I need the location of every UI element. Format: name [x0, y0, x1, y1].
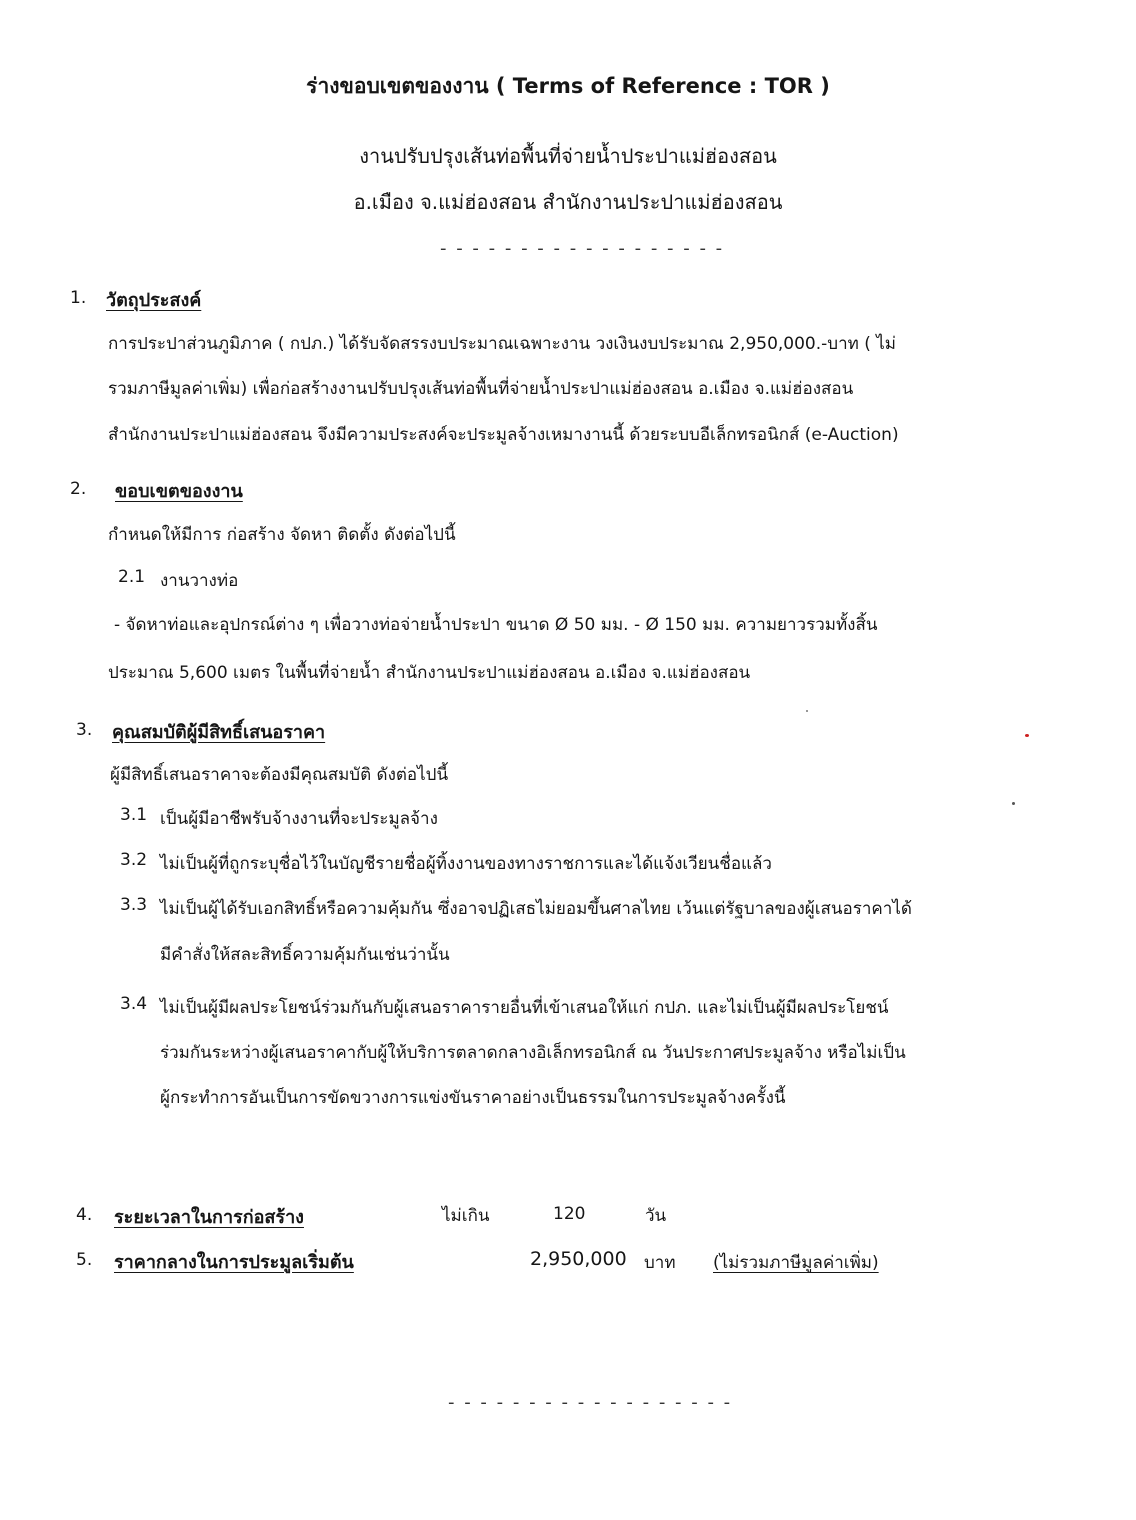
scan-speck [806, 710, 808, 712]
section-3-3-line-2: มีคำสั่งให้สละสิทธิ์ความคุ้มกันเช่นว่านั้น [160, 945, 450, 965]
section-2-1-line-1: - จัดหาท่อและอุปกรณ์ต่าง ๆ เพื่อวางท่อจ่ายน้ำประปา ขนาด Ø 50 มม. - Ø 150 มม. ความยาวรวมทั้งสิ้น [114, 615, 878, 635]
section-3-1-text: เป็นผู้มีอาชีพรับจ้างงานที่จะประมูลจ้าง [160, 809, 438, 829]
section-2-heading: ขอบเขตของงาน [115, 481, 243, 502]
section-2-1-title: งานวางท่อ [160, 571, 239, 591]
section-3-4-line-2: ร่วมกันระหว่างผู้เสนอราคากับผู้ให้บริการตลาดกลางอิเล็กทรอนิกส์ ณ วันประกาศประมูลจ้าง หรือไม่เป็น [160, 1043, 906, 1063]
section-5-heading: ราคากลางในการประมูลเริ่มต้น [114, 1252, 354, 1273]
construction-period-unit: วัน [645, 1206, 667, 1226]
section-1-line-3: สำนักงานประปาแม่ฮ่องสอน จึงมีความประสงค์จะประมูลจ้างเหมางานนี้ ด้วยระบบอีเล็กทรอนิกส์ (e-Auction) [108, 425, 899, 445]
section-3-4-line-3: ผู้กระทำการอันเป็นการขัดขวางการแข่งขันราคาอย่างเป็นธรรมในการประมูลจ้างครั้งนี้ [160, 1088, 786, 1108]
section-2-1-line-2: ประมาณ 5,600 เมตร ในพื้นที่จ่ายน้ำ สำนักงานประปาแม่ฮ่องสอน อ.เมือง จ.แม่ฮ่องสอน [108, 663, 751, 683]
header-divider: - - - - - - - - - - - - - - - - - - [440, 238, 725, 259]
section-4-heading: ระยะเวลาในการก่อสร้าง [114, 1207, 304, 1228]
section-3-number: 3. [76, 720, 93, 740]
section-2-intro: กำหนดให้มีการ ก่อสร้าง จัดหา ติดตั้ง ดังต่อไปนี้ [108, 525, 456, 545]
document-subtitle-location: อ.เมือง จ.แม่ฮ่องสอน สำนักงานประปาแม่ฮ่องสอน [353, 190, 783, 214]
section-3-1-number: 3.1 [120, 805, 148, 825]
construction-period-days: 120 [553, 1204, 586, 1224]
section-3-3-number: 3.3 [120, 895, 148, 915]
section-5-number: 5. [76, 1250, 93, 1270]
reference-price-currency: บาท [644, 1253, 676, 1273]
section-3-3-line-1: ไม่เป็นผู้ได้รับเอกสิทธิ์หรือความคุ้มกัน ซึ่งอาจปฏิเสธไม่ยอมขึ้นศาลไทย เว้นแต่รัฐบาลของผู้เสนอราคาได้ [160, 899, 912, 919]
section-1-number: 1. [70, 288, 87, 308]
document-subtitle-project: งานปรับปรุงเส้นท่อพื้นที่จ่ายน้ำประปาแม่ฮ่องสอน [359, 144, 777, 168]
section-3-4-number: 3.4 [120, 994, 148, 1014]
section-3-4-line-1: ไม่เป็นผู้มีผลประโยชน์ร่วมกันกับผู้เสนอราคารายอื่นที่เข้าเสนอให้แก่ กปภ. และไม่เป็นผู้มีผลประโยชน์ [160, 998, 889, 1018]
reference-price-note: (ไม่รวมภาษีมูลค่าเพิ่ม) [713, 1253, 879, 1273]
section-2-1-number: 2.1 [118, 567, 146, 587]
section-3-2-number: 3.2 [120, 850, 148, 870]
footer-divider: - - - - - - - - - - - - - - - - - - [448, 1392, 733, 1413]
section-1-line-2: รวมภาษีมูลค่าเพิ่ม) เพื่อก่อสร้างงานปรับปรุงเส้นท่อพื้นที่จ่ายน้ำประปาแม่ฮ่องสอน อ.เมือง จ.แม่ฮ่องสอน [108, 379, 854, 399]
section-1-line-1: การประปาส่วนภูมิภาค ( กปภ.) ได้รับจัดสรรงบประมาณเฉพาะงาน วงเงินงบประมาณ 2,950,000.-บาท ( ไม่ [108, 334, 897, 354]
section-3-heading: คุณสมบัติผู้มีสิทธิ์เสนอราคา [112, 722, 326, 743]
reference-price-amount: 2,950,000 [530, 1248, 627, 1270]
document-title: ร่างขอบเขตของงาน ( Terms of Reference : TOR ) [306, 74, 830, 98]
section-1-heading: วัตถุประสงค์ [106, 290, 202, 311]
section-2-number: 2. [70, 479, 87, 499]
section-3-intro: ผู้มีสิทธิ์เสนอราคาจะต้องมีคุณสมบัติ ดังต่อไปนี้ [110, 765, 449, 785]
construction-period-limit: ไม่เกิน [442, 1206, 490, 1226]
scan-speck [1025, 734, 1029, 737]
section-3-2-text: ไม่เป็นผู้ที่ถูกระบุชื่อไว้ในบัญชีรายชื่อผู้ทิ้งงานของทางราชการและได้แจ้งเวียนชื่อแล้ว [160, 854, 772, 874]
scan-speck [1012, 802, 1015, 805]
section-4-number: 4. [76, 1205, 93, 1225]
